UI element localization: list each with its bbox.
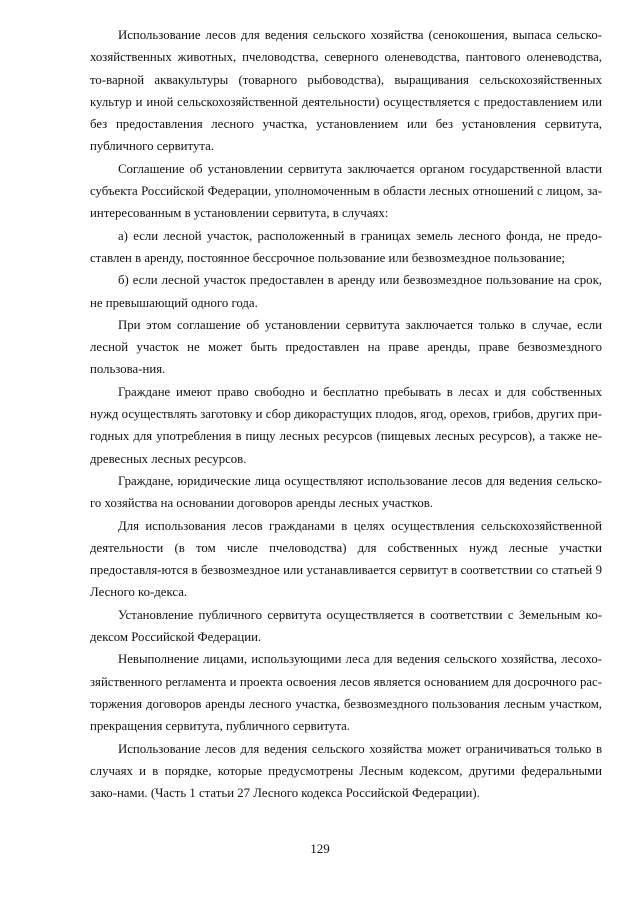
paragraph-8: Для использования лесов гражданами в целях осуществления сельскохозяйственной деятельности (в том числе пчеловодства) для собственных нужд лесные участки предоставля-ются в безвозмездное или устанавливается сервитут в соответствии со статьей 9 Лесного ко-декса. [90,518,602,600]
paragraph-5: При этом соглашение об установлении сервитута заключается только в случае, если лесной участок не может быть предоставлен на праве аренды, праве безвозмездного пользова-ния. [90,317,602,377]
paragraph-1: Использование лесов для ведения сельского хозяйства (сенокошения, выпаса сельско-хозяйственных животных, пчеловодства, северного оленеводства, пантового оленеводства, то-варной аквакультуры (товарного рыбоводства), выращивания сельскохозяйственных культур и иной сельскохозяйственной деятельности) осуществляется с предоставлением или без предоставления лесного участка, установлением или без установления сервитута, публичного сервитута. [90,28,602,154]
paragraph-9: Установление публичного сервитута осуществляется в соответствии с Земельным ко-дексом Российской Федерации. [90,607,602,645]
paragraph-4: б) если лесной участок предоставлен в аренду или безвозмездное пользование на срок, не превышающий одного года. [90,273,602,310]
paragraph-3: а) если лесной участок, расположенный в границах земель лесного фонда, не предо-ставлен в аренду, постоянное бессрочное пользование или безвозмездное пользование; [90,228,602,265]
paragraph-2: Соглашение об установлении сервитута заключается органом государственной власти субъекта Российской Федерации, уполномоченным в области лесных отношений с лицом, за-интересованным в установлении сервитута, в случаях: [90,161,602,221]
body-text [90,24,602,804]
paragraph-6: Граждане имеют право свободно и бесплатно пребывать в лесах и для собственных нужд осуществлять заготовку и сбор дикорастущих плодов, ягод, орехов, грибов, других при-годных для употребления в пищу лесных ресурсов (пищевых лесных ресурсов), а также не-древесных лесных ресурсов. [90,384,602,466]
page-number: 129 [310,841,330,856]
paragraph-11: Использование лесов для ведения сельского хозяйства может ограничиваться только в случаях и в порядке, которые предусмотрены Лесным кодексом, другими федеральными зако-нами. (Часть 1 статьи 27 Лесного кодекса Российской Федерации). [90,741,602,801]
paragraph-10: Невыполнение лицами, использующими леса для ведения сельского хозяйства, лесохо-зяйственного регламента и проекта освоения лесов является основанием для досрочного рас-торжения договоров аренды лесного участка, безвозмездного пользования лесным участком, прекращения сервитута, публичного сервитута. [90,652,602,734]
paragraph-7: Граждане, юридические лица осуществляют использование лесов для ведения сельско-го хозяйства на основании договоров аренды лесных участков. [90,473,602,511]
